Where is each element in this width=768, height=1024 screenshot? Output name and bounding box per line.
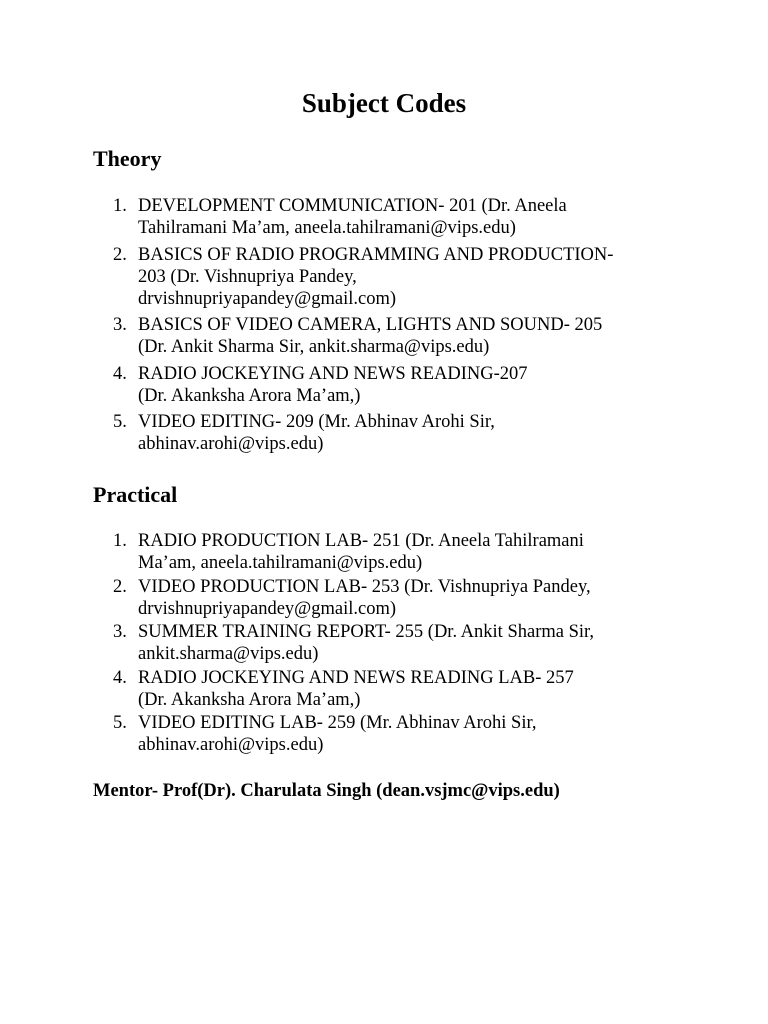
list-item-line: abhinav.arohi@vips.edu) <box>138 735 324 755</box>
list-item <box>93 314 693 358</box>
list-item-number: 4. <box>113 667 127 688</box>
list-item-line: VIDEO PRODUCTION LAB- 253 (Dr. Vishnupriya Pandey, <box>138 576 591 597</box>
list-item <box>93 530 693 574</box>
list-item-line: SUMMER TRAINING REPORT- 255 (Dr. Ankit Sharma Sir, <box>138 622 595 642</box>
list-item-line: RADIO JOCKEYING AND NEWS READING LAB- 257 <box>138 667 574 688</box>
list-item-line: DEVELOPMENT COMMUNICATION- 201 (Dr. Aneela <box>138 196 567 216</box>
list-item <box>93 621 693 665</box>
list-item-number: 1. <box>113 196 127 216</box>
list-item-number: 4. <box>113 363 127 384</box>
list-item-number: 5. <box>113 713 127 733</box>
list-item-line: abhinav.arohi@vips.edu) <box>138 434 324 454</box>
list-item-line: ankit.sharma@vips.edu) <box>138 644 319 664</box>
list-item-line: BASICS OF VIDEO CAMERA, LIGHTS AND SOUND- 205 <box>138 315 603 335</box>
list-item <box>93 363 693 407</box>
list-item-line: Tahilramani Ma’am, aneela.tahilramani@vips.edu) <box>138 218 516 238</box>
list-item-line: Ma’am, aneela.tahilramani@vips.edu) <box>138 553 423 573</box>
list-item-line: VIDEO EDITING- 209 (Mr. Abhinav Arohi Sir, <box>138 412 495 432</box>
list-item-number: 2. <box>113 576 127 597</box>
list-item-line: RADIO JOCKEYING AND NEWS READING-207 <box>138 363 528 384</box>
list-item-line: RADIO PRODUCTION LAB- 251 (Dr. Aneela Tahilramani <box>138 531 584 551</box>
list-item-line: (Dr. Ankit Sharma Sir, ankit.sharma@vips.edu) <box>138 337 490 357</box>
list-item <box>93 712 693 756</box>
list-item-line: VIDEO EDITING LAB- 259 (Mr. Abhinav Arohi Sir, <box>138 713 537 733</box>
list-item-number: 2. <box>113 244 127 265</box>
list-item-line: 203 (Dr. Vishnupriya Pandey, <box>138 266 357 287</box>
list-item <box>93 576 693 620</box>
list-item-line: drvishnupriyapandey@gmail.com) <box>138 288 396 309</box>
section-heading-theory: Theory <box>93 146 162 171</box>
list-item-number: 3. <box>113 315 127 335</box>
list-item <box>93 244 693 310</box>
list-item <box>93 411 693 455</box>
section-heading-practical: Practical <box>93 482 178 507</box>
list-item-line: (Dr. Akanksha Arora Ma’am,) <box>138 689 361 710</box>
list-item <box>93 667 693 711</box>
list-item-number: 1. <box>113 531 127 551</box>
list-item-number: 5. <box>113 412 127 432</box>
theory-list <box>93 195 693 460</box>
list-item-line: (Dr. Akanksha Arora Ma’am,) <box>138 385 361 406</box>
list-item-line: BASICS OF RADIO PROGRAMMING AND PRODUCTION- <box>138 244 614 265</box>
page-title: Subject Codes <box>301 88 467 118</box>
list-item-number: 3. <box>113 622 127 642</box>
practical-list <box>93 530 693 758</box>
list-item-line: drvishnupriyapandey@gmail.com) <box>138 598 396 619</box>
mentor-line: Mentor- Prof(Dr). Charulata Singh (dean.vsjmc@vips.edu) <box>93 781 560 801</box>
list-item <box>93 195 693 239</box>
